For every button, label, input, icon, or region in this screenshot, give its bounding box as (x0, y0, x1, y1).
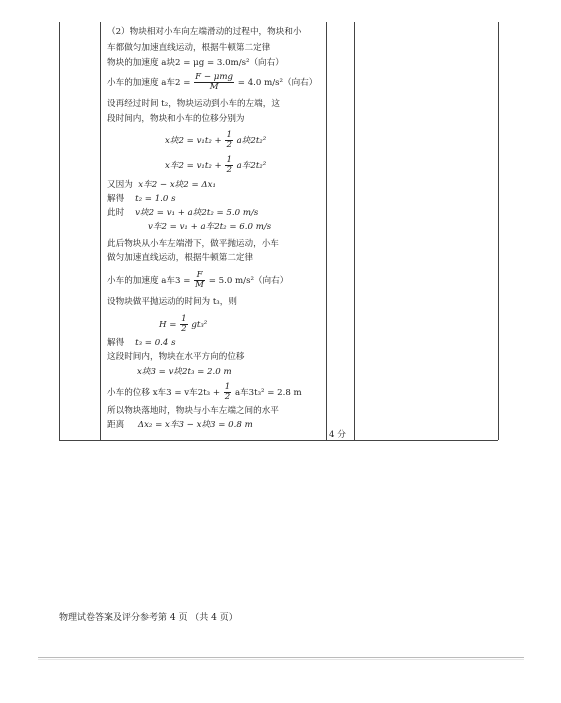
solution-line: （2）物块相对小车向左端滑动的过程中，物块和小 (107, 27, 302, 37)
score-label: 4 分 (329, 430, 346, 440)
solution-line: 设物块做平抛运动的时间为 t₃，则 (107, 297, 237, 307)
scan-edge-line (38, 657, 524, 658)
velocity-line: 此时 v块2 = v₁ + a块2t₂ = 5.0 m/s (107, 208, 259, 218)
fraction: $\frac{1}{2}$ (181, 314, 187, 334)
equation-H: H = $\frac{1}{2}$ gt₃² (159, 314, 208, 334)
solution-line: 段时间内，物块和小车的位移分别为 (107, 114, 245, 124)
solve-t2-line: 解得 t₂ = 1.0 s (107, 194, 176, 204)
solution-line: 做匀加速直线运动，根据牛顿第二定律 (107, 253, 254, 263)
equation-a-block: 物块的加速度 a块2 = μg = 3.0m/s²（向右） (107, 58, 284, 68)
equation-x-cart2: x车2 = v₁t₂ + $\frac{1}{2}$ a车2t₂² (165, 155, 267, 175)
table-column-divider-2 (326, 22, 327, 440)
equation-a-cart: 小车的加速度 a车2 = $\frac{\text{F − μmg}}{M}$ = 4.0 m/s²（向右） (107, 72, 318, 92)
solution-line: 此后物块从小车左端滑下，做平抛运动，小车 (107, 239, 279, 249)
fraction: $\frac{\text{F − μmg}}{M}$ (195, 72, 234, 92)
solution-line: 这段时间内，物块在水平方向的位移 (107, 352, 245, 362)
solution-line: 设再经过时间 t₂，物块运动到小车的左端，这 (107, 99, 280, 109)
table-right-border (498, 22, 499, 440)
table-left-border (59, 22, 60, 440)
equation-x-block2: x块2 = v₁t₂ + $\frac{1}{2}$ a块2t₂² (165, 130, 267, 150)
fraction: $\frac{1}{2}$ (226, 155, 232, 175)
equation-x-block3: x块3 = v块2t₃ = 2.0 m (137, 367, 232, 377)
equation-v-cart2: v车2 = v₁ + a车2t₂ = 6.0 m/s (148, 222, 272, 232)
final-distance-line: 距离 Δx₂ = x车3 − x块3 = 0.8 m (107, 420, 253, 430)
table-column-divider-1 (100, 22, 101, 440)
table-bottom-border (59, 440, 498, 441)
solution-line: 所以物块落地时，物块与小车左端之间的水平 (107, 406, 279, 416)
equation-x-cart3: 小车的位移 x车3 = v车2t₃ + $\frac{1}{2}$ a车3t₃² = 2.8 m (107, 382, 302, 402)
solution-line: 车都做匀加速直线运动，根据牛顿第二定律 (107, 43, 271, 53)
fraction: $\frac{1}{2}$ (224, 382, 231, 402)
table-column-divider-3 (354, 22, 355, 440)
equation-a-cart3: 小车的加速度 a车3 = $\frac{F}{M}$ = 5.0 m/s²（向右） (107, 270, 289, 290)
scan-edge-line (38, 659, 524, 660)
solve-t3-line: 解得 t₃ = 0.4 s (107, 338, 176, 348)
relation-line: 又因为 x车2 − x块2 = Δx₁ (107, 180, 216, 190)
page-footer: 物理试卷答案及评分参考第 4 页 （共 4 页） (59, 613, 238, 623)
fraction: $\frac{1}{2}$ (226, 130, 232, 150)
fraction: $\frac{F}{M}$ (195, 270, 204, 290)
